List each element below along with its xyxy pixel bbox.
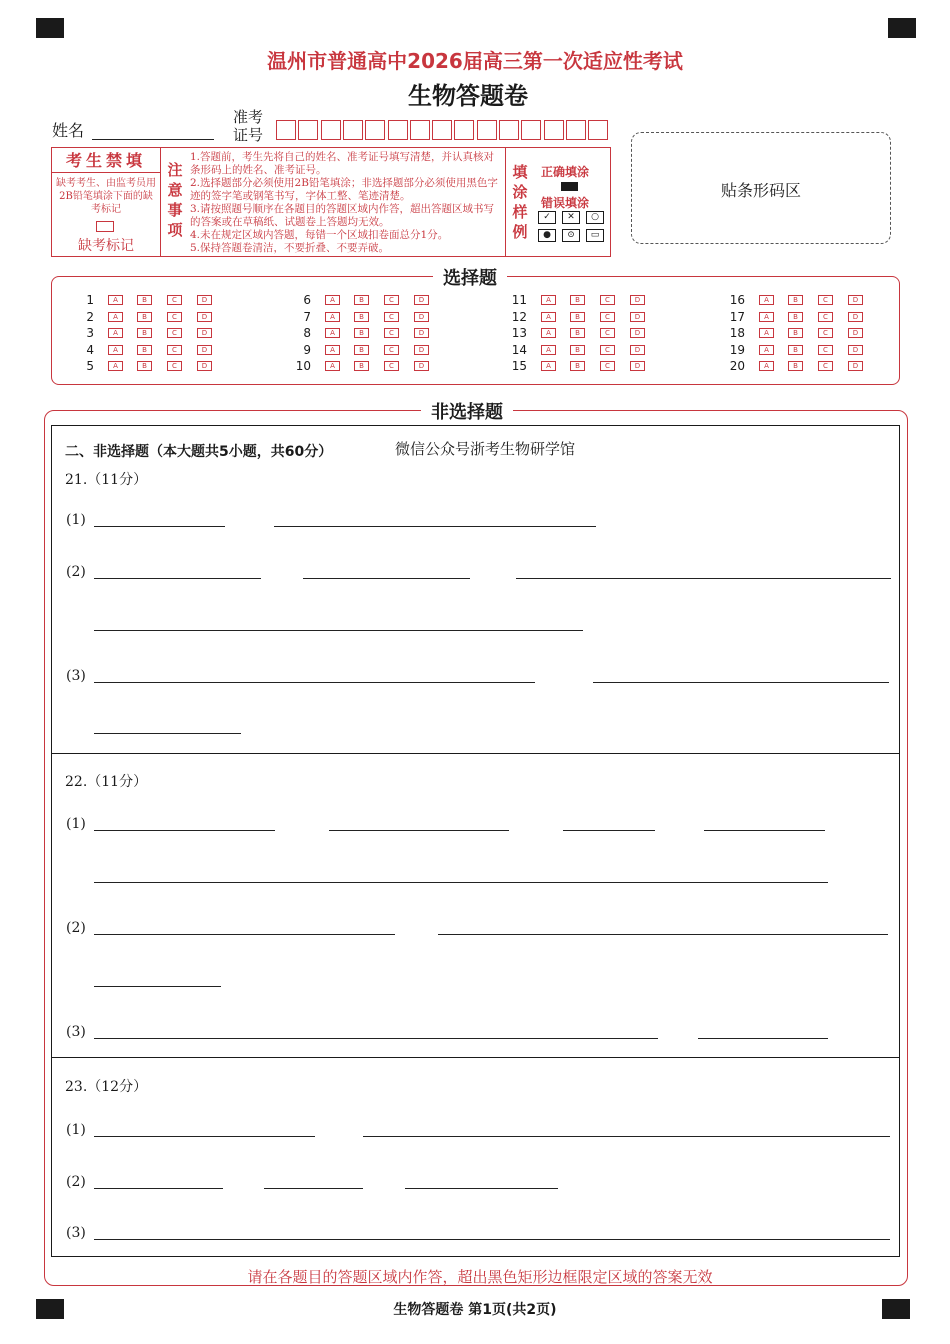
answer-bubble-b[interactable]: B	[570, 295, 585, 305]
exam-id-digit-box[interactable]	[521, 120, 541, 140]
answer-bubble-c[interactable]: C	[818, 345, 833, 355]
attention-item: 4.未在规定区域内答题，每错一个区域扣卷面总分1分。	[190, 229, 449, 241]
answer-bubble-b[interactable]: B	[788, 361, 803, 371]
q23-part1-answer-a[interactable]	[94, 1136, 315, 1137]
exam-id-digit-box[interactable]	[499, 120, 519, 140]
answer-bubble-c[interactable]: C	[600, 345, 615, 355]
answer-bubble-c[interactable]: C	[384, 295, 399, 305]
wrong-mark-check: ✓	[538, 211, 556, 224]
answer-bubble-c[interactable]: C	[600, 312, 615, 322]
answer-bubble-c[interactable]: C	[600, 361, 615, 371]
answer-bubble-a[interactable]: A	[541, 361, 556, 371]
question-number: 7	[303, 310, 311, 324]
q23-part1-answer-b[interactable]	[363, 1136, 890, 1137]
fill-example-label: 填 涂 样 例	[512, 163, 528, 241]
answer-bubble-d[interactable]: D	[197, 295, 212, 305]
answer-bubble-c[interactable]: C	[167, 345, 182, 355]
exam-id-digit-box[interactable]	[388, 120, 408, 140]
answer-bubble-c[interactable]: C	[167, 328, 182, 338]
exam-id-digit-box[interactable]	[432, 120, 452, 140]
answer-bubble-d[interactable]: D	[848, 295, 863, 305]
answer-bubble-b[interactable]: B	[137, 345, 152, 355]
answer-bubble-b[interactable]: B	[354, 312, 369, 322]
absent-mark-checkbox[interactable]	[96, 221, 114, 232]
answer-bubble-c[interactable]: C	[384, 361, 399, 371]
q21-part3-answer-c[interactable]	[94, 733, 241, 734]
answer-bubble-b[interactable]: B	[788, 295, 803, 305]
exam-id-digit-box[interactable]	[276, 120, 296, 140]
answer-bubble-c[interactable]: C	[818, 328, 833, 338]
wrong-mark-cross: ✕	[562, 211, 580, 224]
nonchoice-title: 非选择题	[421, 398, 513, 424]
question-number: 20	[729, 359, 745, 373]
q21-part1-answer-b[interactable]	[274, 526, 596, 527]
q21-part2-answer-d[interactable]	[94, 630, 583, 631]
question-number: 9	[303, 343, 311, 357]
attention-item: 2.选择题部分必须使用2B铅笔填涂；非选择题部分必须使用黑色字迹的签字笔或钢笔书写，字体工整、笔迹清楚。	[190, 177, 498, 202]
barcode-label: 贴条形码区	[720, 181, 801, 200]
answer-bubble-b[interactable]: B	[137, 295, 152, 305]
q21-part1-label: (1)	[66, 512, 86, 528]
answer-bubble-d[interactable]: D	[197, 361, 212, 371]
answer-bubble-c[interactable]: C	[384, 312, 399, 322]
wrong-fill-samples	[538, 211, 608, 247]
section-heading: 二、非选择题（本大题共5小题，共60分）	[65, 444, 333, 460]
answer-bubble-a[interactable]: A	[759, 312, 774, 322]
answer-bubble-a[interactable]: A	[759, 345, 774, 355]
answer-bubble-d[interactable]: D	[414, 312, 429, 322]
q22-part3-label: (3)	[66, 1024, 86, 1040]
question-number: 5	[86, 359, 94, 373]
attention-item: 3.请按照题号顺序在各题目的答题区域内作答，超出答题区域书写的答案或在草稿纸、试题卷上答题均无效。	[190, 203, 495, 228]
answer-bubble-d[interactable]: D	[848, 361, 863, 371]
absent-box-text: 缺考考生、由监考员用2B铅笔填涂下面的缺考标记	[56, 178, 156, 215]
question-number: 14	[511, 343, 527, 357]
answer-bubble-b[interactable]: B	[137, 312, 152, 322]
absent-mark-label: 缺考标记	[78, 238, 134, 254]
question-number: 1	[86, 293, 94, 307]
q21-part3-label: (3)	[66, 668, 86, 684]
answer-bubble-a[interactable]: A	[108, 361, 123, 371]
answer-bubble-a[interactable]: A	[541, 312, 556, 322]
answer-bubble-d[interactable]: D	[197, 312, 212, 322]
id-label-line2: 证号	[233, 126, 264, 144]
answer-frame	[51, 425, 900, 1257]
exam-id-digit-box[interactable]	[588, 120, 608, 140]
wrong-mark-rect: ▭	[586, 229, 604, 242]
answer-bubble-a[interactable]: A	[541, 295, 556, 305]
q23-part2-answer-b[interactable]	[264, 1188, 363, 1189]
answer-bubble-d[interactable]: D	[630, 361, 645, 371]
answer-bubble-a[interactable]: A	[759, 361, 774, 371]
question-number: 8	[303, 326, 311, 340]
answer-bubble-c[interactable]: C	[167, 312, 182, 322]
q22-part2-answer-a[interactable]	[94, 934, 395, 935]
answer-bubble-c[interactable]: C	[600, 328, 615, 338]
q22-part1-answer-d[interactable]	[704, 830, 825, 831]
q21-title: 21.（11分）	[65, 472, 148, 488]
answer-bubble-b[interactable]: B	[570, 361, 585, 371]
answer-bubble-d[interactable]: D	[414, 295, 429, 305]
q21-part2-answer-b[interactable]	[303, 578, 470, 579]
q21-part1-answer-a[interactable]	[94, 526, 225, 527]
q22-part1-answer-a[interactable]	[94, 830, 275, 831]
answer-bubble-a[interactable]: A	[325, 361, 340, 371]
attention-items	[190, 151, 502, 255]
exam-id-digit-box[interactable]	[321, 120, 341, 140]
q23-part3-answer-a[interactable]	[94, 1239, 890, 1240]
corner-marker-top-right	[888, 18, 916, 38]
correct-fill-sample	[561, 182, 578, 191]
question-number: 4	[86, 343, 94, 357]
exam-id-digit-box[interactable]	[298, 120, 318, 140]
wrong-mark-circle: ○	[586, 211, 604, 224]
answer-bubble-b[interactable]: B	[137, 361, 152, 371]
answer-bubble-b[interactable]: B	[570, 345, 585, 355]
question-number: 16	[729, 293, 745, 307]
question-number: 15	[511, 359, 527, 373]
answer-bubble-c[interactable]: C	[384, 328, 399, 338]
exam-id-digit-box[interactable]	[454, 120, 474, 140]
answer-bubble-a[interactable]: A	[541, 328, 556, 338]
exam-id-digit-box[interactable]	[343, 120, 363, 140]
question-number: 10	[295, 359, 311, 373]
page-info: 生物答题卷 第1页(共2页)	[393, 1302, 557, 1318]
answer-bubble-d[interactable]: D	[630, 328, 645, 338]
answer-bubble-d[interactable]: D	[848, 312, 863, 322]
id-label-line1: 准考	[233, 108, 264, 126]
q22-part3-answer-a[interactable]	[94, 1038, 658, 1039]
exam-id-digit-box[interactable]	[544, 120, 564, 140]
answer-bubble-a[interactable]: A	[759, 295, 774, 305]
correct-fill-label: 正确填涂	[541, 165, 590, 179]
answer-bubble-b[interactable]: B	[354, 361, 369, 371]
q21-part3-answer-a[interactable]	[94, 682, 535, 683]
q21-part2-answer-c[interactable]	[516, 578, 891, 579]
q22-part2-answer-b[interactable]	[438, 934, 888, 935]
answer-bubble-b[interactable]: B	[354, 345, 369, 355]
exam-id-digit-box[interactable]	[477, 120, 497, 140]
q23-title: 23.（12分）	[65, 1079, 148, 1095]
exam-title: 温州市普通高中2026届高三第一次适应性考试	[267, 49, 683, 73]
answer-bubble-a[interactable]: A	[108, 345, 123, 355]
question-number: 2	[86, 310, 94, 324]
answer-bubble-c[interactable]: C	[167, 361, 182, 371]
answer-bubble-a[interactable]: A	[325, 312, 340, 322]
answer-bubble-b[interactable]: B	[137, 328, 152, 338]
q22-title: 22.（11分）	[65, 774, 148, 790]
question-number: 13	[511, 326, 527, 340]
q23-part2-answer-c[interactable]	[405, 1188, 558, 1189]
answer-bubble-b[interactable]: B	[570, 312, 585, 322]
answer-bubble-a[interactable]: A	[325, 295, 340, 305]
q21-part2-answer-a[interactable]	[94, 578, 261, 579]
question-number: 19	[729, 343, 745, 357]
answer-bubble-d[interactable]: D	[630, 312, 645, 322]
wechat-note: 微信公众号浙考生物研学馆	[395, 440, 576, 458]
exam-id-digit-box[interactable]	[410, 120, 430, 140]
question-number: 12	[511, 310, 527, 324]
q22-part1-answer-b[interactable]	[329, 830, 509, 831]
name-field[interactable]	[92, 139, 214, 140]
q22-part1-answer-e[interactable]	[94, 882, 828, 883]
wrong-mark-dot: ●	[538, 229, 556, 242]
answer-bubble-b[interactable]: B	[788, 345, 803, 355]
absent-box-title: 考生禁填	[65, 151, 146, 170]
q22-part2-label: (2)	[66, 920, 86, 936]
answer-bubble-b[interactable]: B	[788, 312, 803, 322]
footer-warning: 请在各题目的答题区域内作答，超出黑色矩形边框限定区域的答案无效	[247, 1268, 713, 1286]
answer-bubble-b[interactable]: B	[570, 328, 585, 338]
question-number: 18	[729, 326, 745, 340]
answer-bubble-c[interactable]: C	[167, 295, 182, 305]
divider-q21-q22	[51, 753, 900, 754]
answer-bubble-d[interactable]: D	[630, 345, 645, 355]
answer-bubble-b[interactable]: B	[354, 328, 369, 338]
q23-part3-label: (3)	[66, 1225, 86, 1241]
answer-bubble-c[interactable]: C	[600, 295, 615, 305]
answer-bubble-d[interactable]: D	[414, 328, 429, 338]
answer-bubble-a[interactable]: A	[108, 312, 123, 322]
answer-bubble-d[interactable]: D	[414, 361, 429, 371]
answer-bubble-a[interactable]: A	[325, 328, 340, 338]
q22-part1-answer-c[interactable]	[563, 830, 655, 831]
answer-bubble-a[interactable]: A	[108, 295, 123, 305]
answer-bubble-b[interactable]: B	[354, 295, 369, 305]
attention-item: 5.保持答题卷清洁，不要折叠、不要弄破。	[190, 242, 390, 254]
corner-marker-top-left	[36, 18, 64, 38]
q23-part2-label: (2)	[66, 1174, 86, 1190]
exam-id-digit-box[interactable]	[566, 120, 586, 140]
question-number: 17	[729, 310, 745, 324]
q21-part3-answer-b[interactable]	[593, 682, 889, 683]
answer-bubble-c[interactable]: C	[818, 295, 833, 305]
fill-box-divider	[505, 147, 506, 257]
absent-title-divider	[51, 172, 160, 173]
question-number: 11	[511, 293, 527, 307]
q23-part2-answer-a[interactable]	[94, 1188, 223, 1189]
absent-box-divider	[160, 147, 161, 257]
answer-bubble-a[interactable]: A	[325, 345, 340, 355]
attention-item: 1.答题前，考生先将自己的姓名、准考证号填写清楚，并认真核对条形码上的姓名、准考证号。	[190, 151, 495, 176]
choice-title: 选择题	[433, 264, 507, 290]
answer-bubble-c[interactable]: C	[818, 361, 833, 371]
exam-id-digit-box[interactable]	[365, 120, 385, 140]
wrong-fill-label: 错误填涂	[541, 196, 590, 210]
answer-bubble-d[interactable]: D	[848, 345, 863, 355]
q22-part2-answer-c[interactable]	[94, 986, 221, 987]
q23-part1-label: (1)	[66, 1122, 86, 1138]
attention-label: 注 意 事 项	[167, 161, 183, 239]
q21-part2-label: (2)	[66, 564, 86, 580]
q22-part1-label: (1)	[66, 816, 86, 832]
answer-bubble-d[interactable]: D	[414, 345, 429, 355]
wrong-mark-oval: ⊙	[562, 229, 580, 242]
sheet-title: 生物答题卷	[408, 82, 528, 110]
question-number: 3	[86, 326, 94, 340]
answer-bubble-b[interactable]: B	[788, 328, 803, 338]
answer-bubble-d[interactable]: D	[848, 328, 863, 338]
answer-bubble-d[interactable]: D	[197, 345, 212, 355]
name-label: 姓名	[52, 121, 85, 140]
answer-bubble-a[interactable]: A	[759, 328, 774, 338]
answer-bubble-c[interactable]: C	[384, 345, 399, 355]
answer-bubble-d[interactable]: D	[630, 295, 645, 305]
divider-q22-q23	[51, 1057, 900, 1058]
answer-bubble-c[interactable]: C	[818, 312, 833, 322]
question-number: 6	[303, 293, 311, 307]
answer-bubble-a[interactable]: A	[108, 328, 123, 338]
answer-bubble-a[interactable]: A	[541, 345, 556, 355]
q22-part3-answer-b[interactable]	[698, 1038, 828, 1039]
answer-bubble-d[interactable]: D	[197, 328, 212, 338]
